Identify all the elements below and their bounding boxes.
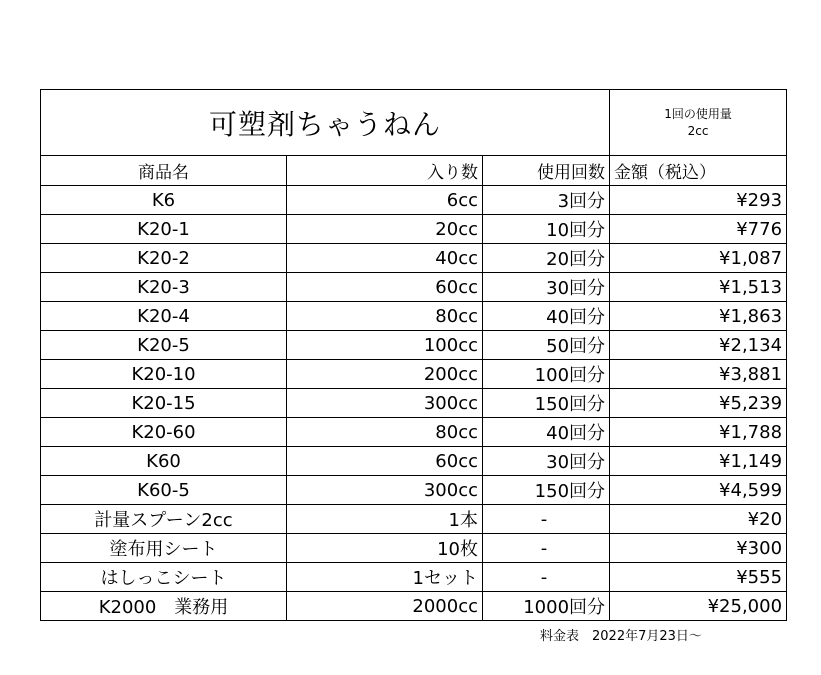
- table-row: [41, 331, 787, 360]
- uses-cell: 30回分: [483, 447, 610, 476]
- usage-note-value: 2cc: [687, 123, 709, 138]
- product-name-cell: 計量スプーン2cc: [41, 505, 287, 534]
- header-row: [41, 156, 787, 186]
- title-row: [41, 90, 787, 156]
- table-row: [41, 534, 787, 563]
- price-cell: ¥25,000: [610, 592, 787, 621]
- table-row: [41, 563, 787, 592]
- amount-cell: 80cc: [287, 302, 483, 331]
- uses-cell: 40回分: [483, 302, 610, 331]
- uses-cell: 30回分: [483, 273, 610, 302]
- product-name-cell: K20-2: [41, 244, 287, 273]
- table-row: [41, 360, 787, 389]
- product-name-cell: はしっこシート: [41, 563, 287, 592]
- table-row: [41, 505, 787, 534]
- table-row: [41, 476, 787, 505]
- uses-cell: 100回分: [483, 360, 610, 389]
- price-cell: ¥1,863: [610, 302, 787, 331]
- table-row: [41, 592, 787, 621]
- sheet-title: 可塑剤ちゃうねん: [41, 90, 610, 156]
- price-cell: ¥293: [610, 186, 787, 215]
- amount-cell: 200cc: [287, 360, 483, 389]
- uses-cell: 150回分: [483, 476, 610, 505]
- table-row: [41, 215, 787, 244]
- amount-cell: 300cc: [287, 389, 483, 418]
- uses-cell: 50回分: [483, 331, 610, 360]
- uses-cell: 20回分: [483, 244, 610, 273]
- product-name-cell: K20-4: [41, 302, 287, 331]
- uses-cell: 150回分: [483, 389, 610, 418]
- price-cell: ¥2,134: [610, 331, 787, 360]
- amount-cell: 60cc: [287, 447, 483, 476]
- table-row: [41, 447, 787, 476]
- uses-cell: 1000回分: [483, 592, 610, 621]
- price-sheet: [40, 89, 786, 621]
- price-table: [40, 89, 787, 621]
- table-row: [41, 302, 787, 331]
- amount-cell: 1セット: [287, 563, 483, 592]
- amount-cell: 100cc: [287, 331, 483, 360]
- usage-note: [610, 90, 787, 156]
- amount-cell: 10枚: [287, 534, 483, 563]
- product-name-cell: K20-3: [41, 273, 287, 302]
- amount-cell: 60cc: [287, 273, 483, 302]
- amount-cell: 2000cc: [287, 592, 483, 621]
- table-row: [41, 244, 787, 273]
- price-cell: ¥1,788: [610, 418, 787, 447]
- header-amount: 入り数: [287, 156, 483, 186]
- header-price: 金額（税込）: [610, 156, 787, 186]
- price-cell: ¥4,599: [610, 476, 787, 505]
- price-cell: ¥555: [610, 563, 787, 592]
- table-row: [41, 186, 787, 215]
- product-name-cell: K6: [41, 186, 287, 215]
- uses-cell: -: [483, 563, 610, 592]
- uses-cell: 40回分: [483, 418, 610, 447]
- product-name-cell: K20-1: [41, 215, 287, 244]
- footer-note: 料金表 2022年7月23日～: [540, 629, 702, 644]
- amount-cell: 6cc: [287, 186, 483, 215]
- amount-cell: 40cc: [287, 244, 483, 273]
- product-name-cell: K20-10: [41, 360, 287, 389]
- price-cell: ¥1,513: [610, 273, 787, 302]
- price-cell: ¥300: [610, 534, 787, 563]
- amount-cell: 80cc: [287, 418, 483, 447]
- uses-cell: -: [483, 505, 610, 534]
- header-uses: 使用回数: [483, 156, 610, 186]
- product-name-cell: K20-60: [41, 418, 287, 447]
- uses-cell: -: [483, 534, 610, 563]
- table-row: [41, 273, 787, 302]
- uses-cell: 10回分: [483, 215, 610, 244]
- product-name-cell: K20-5: [41, 331, 287, 360]
- table-row: [41, 389, 787, 418]
- uses-cell: 3回分: [483, 186, 610, 215]
- price-cell: ¥776: [610, 215, 787, 244]
- product-name-cell: K60-5: [41, 476, 287, 505]
- price-cell: ¥5,239: [610, 389, 787, 418]
- usage-note-label: 1回の使用量: [664, 106, 732, 121]
- product-name-cell: 塗布用シート: [41, 534, 287, 563]
- header-name: 商品名: [41, 156, 287, 186]
- product-name-cell: K2000 業務用: [41, 592, 287, 621]
- amount-cell: 20cc: [287, 215, 483, 244]
- amount-cell: 300cc: [287, 476, 483, 505]
- amount-cell: 1本: [287, 505, 483, 534]
- table-row: [41, 418, 787, 447]
- price-cell: ¥20: [610, 505, 787, 534]
- price-cell: ¥1,087: [610, 244, 787, 273]
- price-cell: ¥1,149: [610, 447, 787, 476]
- price-cell: ¥3,881: [610, 360, 787, 389]
- product-name-cell: K60: [41, 447, 287, 476]
- product-name-cell: K20-15: [41, 389, 287, 418]
